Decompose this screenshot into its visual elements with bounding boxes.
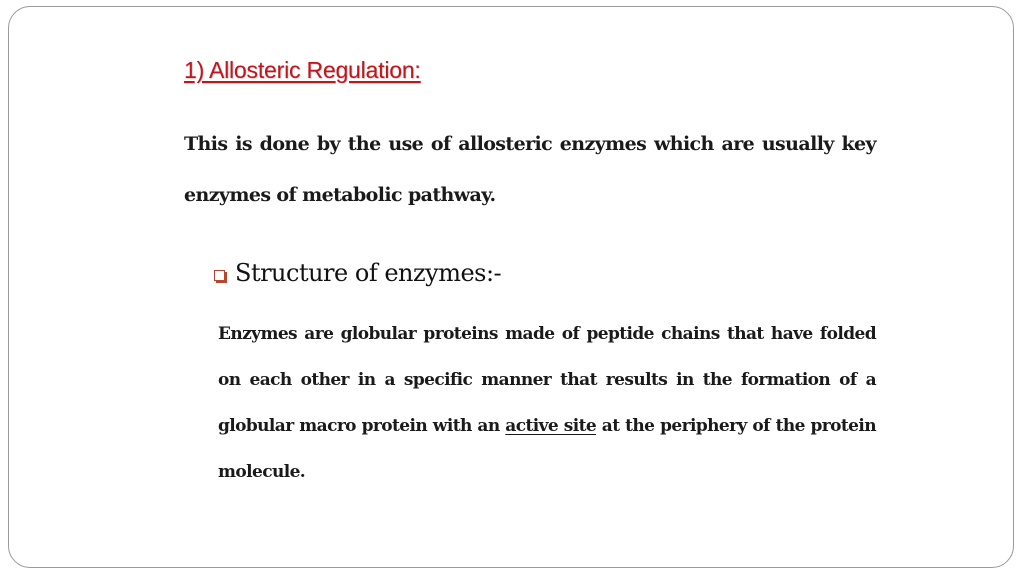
slide-frame xyxy=(8,6,1014,568)
intro-paragraph: This is done by the use of allosteric enzymes which are usually key enzymes of metabolic pathway. xyxy=(184,133,876,206)
slide-heading: 1) Allosteric Regulation: xyxy=(184,57,421,83)
active-site-term: active site xyxy=(505,416,597,436)
checkbox-bullet-icon xyxy=(214,270,225,281)
body-text-start: Enzymes are globular proteins made of peptide chains that have folded on each other in a specific manner that results in the formation of a globular macro protein with an xyxy=(218,324,876,436)
body-text-end: at the periphery of the protein molecule. xyxy=(218,416,876,482)
bullet-item xyxy=(214,259,501,287)
bullet-title: Structure of enzymes:- xyxy=(235,259,502,287)
body-paragraph xyxy=(218,311,876,495)
